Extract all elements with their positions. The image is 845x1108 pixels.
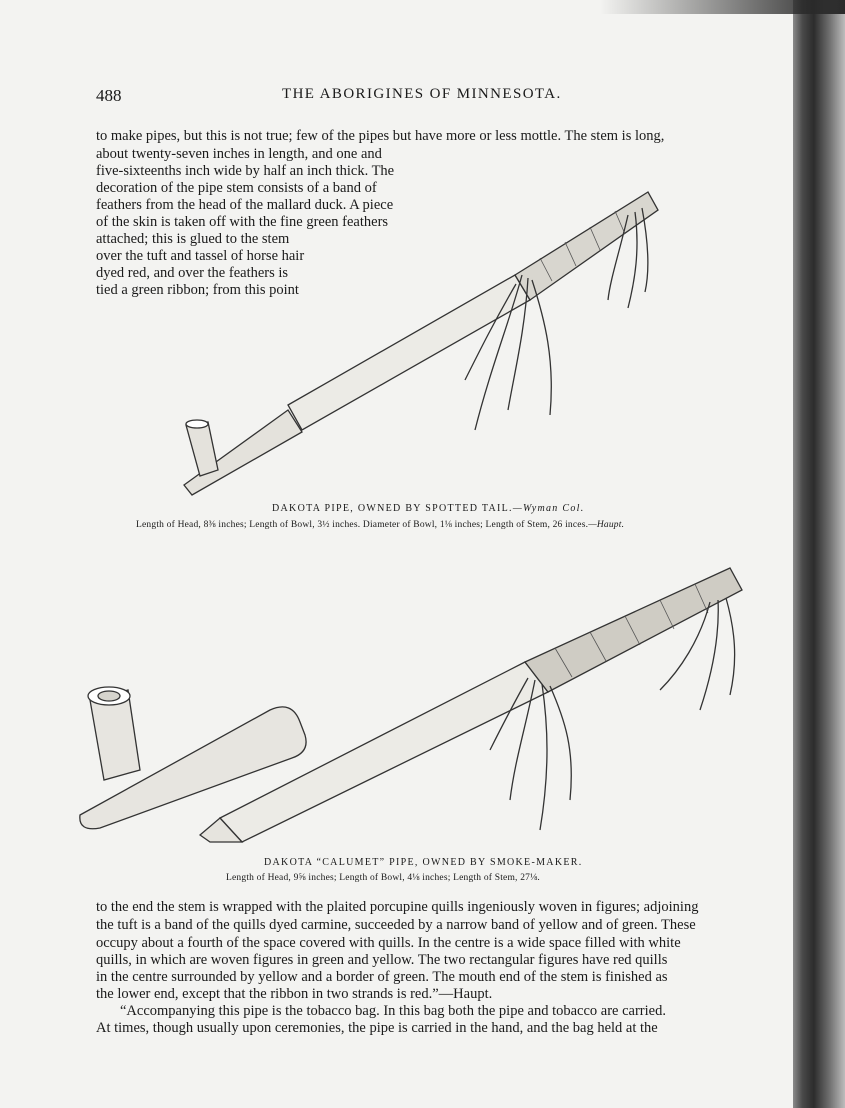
text-line: dyed red, and over the feathers is bbox=[96, 265, 289, 281]
text-line: “Accompanying this pipe is the tobacco bag. In this bag both the pipe and tobacco are carried. bbox=[120, 1003, 666, 1019]
book-gutter-shadow bbox=[793, 0, 845, 1108]
figure-calumet-pipe bbox=[70, 560, 760, 850]
figure2-caption-detail: Length of Head, 9⅝ inches; Length of Bowl, 4⅛ inches; Length of Stem, 27⅛. bbox=[226, 873, 540, 883]
text-line: feathers from the head of the mallard duck. A piece bbox=[96, 197, 394, 213]
pipe-illustration-1 bbox=[170, 180, 670, 500]
text-line: of the skin is taken off with the fine green feathers bbox=[96, 214, 389, 230]
text-line: the lower end, except that the ribbon in two strands is red.”—Haupt. bbox=[96, 986, 493, 1002]
text-line: about twenty-seven inches in length, and one and bbox=[96, 146, 382, 162]
text-line: over the tuft and tassel of horse hair bbox=[96, 248, 305, 264]
text-line: the tuft is a band of the quills dyed carmine, succeeded by a narrow band of yellow and of green. These bbox=[96, 917, 696, 933]
page-number: 488 bbox=[96, 86, 122, 105]
figure-dakota-pipe bbox=[170, 180, 670, 500]
text-line: five-sixteenths inch wide by half an inch thick. The bbox=[96, 163, 395, 179]
pipe-illustration-2 bbox=[70, 560, 760, 850]
running-head: THE ABORIGINES OF MINNESOTA. bbox=[282, 86, 562, 102]
text-line: occupy about a fourth of the space covered with quills. In the centre is a wide space filled with white bbox=[96, 935, 681, 951]
text-line: At times, though usually upon ceremonies, the pipe is carried in the hand, and the bag held at the bbox=[96, 1020, 658, 1036]
text-line: to make pipes, but this is not true; few of the pipes but have more or less mottle. The stem is long, bbox=[96, 128, 665, 144]
text-line: decoration of the pipe stem consists of a band of bbox=[96, 180, 377, 196]
figure2-caption-title: DAKOTA “CALUMET” PIPE, OWNED BY SMOKE-MAKER. bbox=[264, 857, 583, 868]
text-line: tied a green ribbon; from this point bbox=[96, 282, 299, 298]
text-line: attached; this is glued to the stem bbox=[96, 231, 290, 247]
figure1-caption-title: DAKOTA PIPE, OWNED BY SPOTTED TAIL.—Wyman Col. bbox=[272, 503, 585, 514]
text-line: in the centre surrounded by yellow and a border of green. The mouth end of the stem is finished as bbox=[96, 969, 668, 985]
page-top-shadow bbox=[600, 0, 845, 14]
text-line: to the end the stem is wrapped with the plaited porcupine quills ingeniously woven in figures; adjoining bbox=[96, 899, 699, 915]
text-line: quills, in which are woven figures in green and yellow. The two rectangular figures have red quills bbox=[96, 952, 668, 968]
figure1-caption-detail: Length of Head, 8⅜ inches; Length of Bowl, 3½ inches. Diameter of Bowl, 1⅛ inches; Length of Stem, 26 inces.—Haupt. bbox=[136, 520, 625, 530]
